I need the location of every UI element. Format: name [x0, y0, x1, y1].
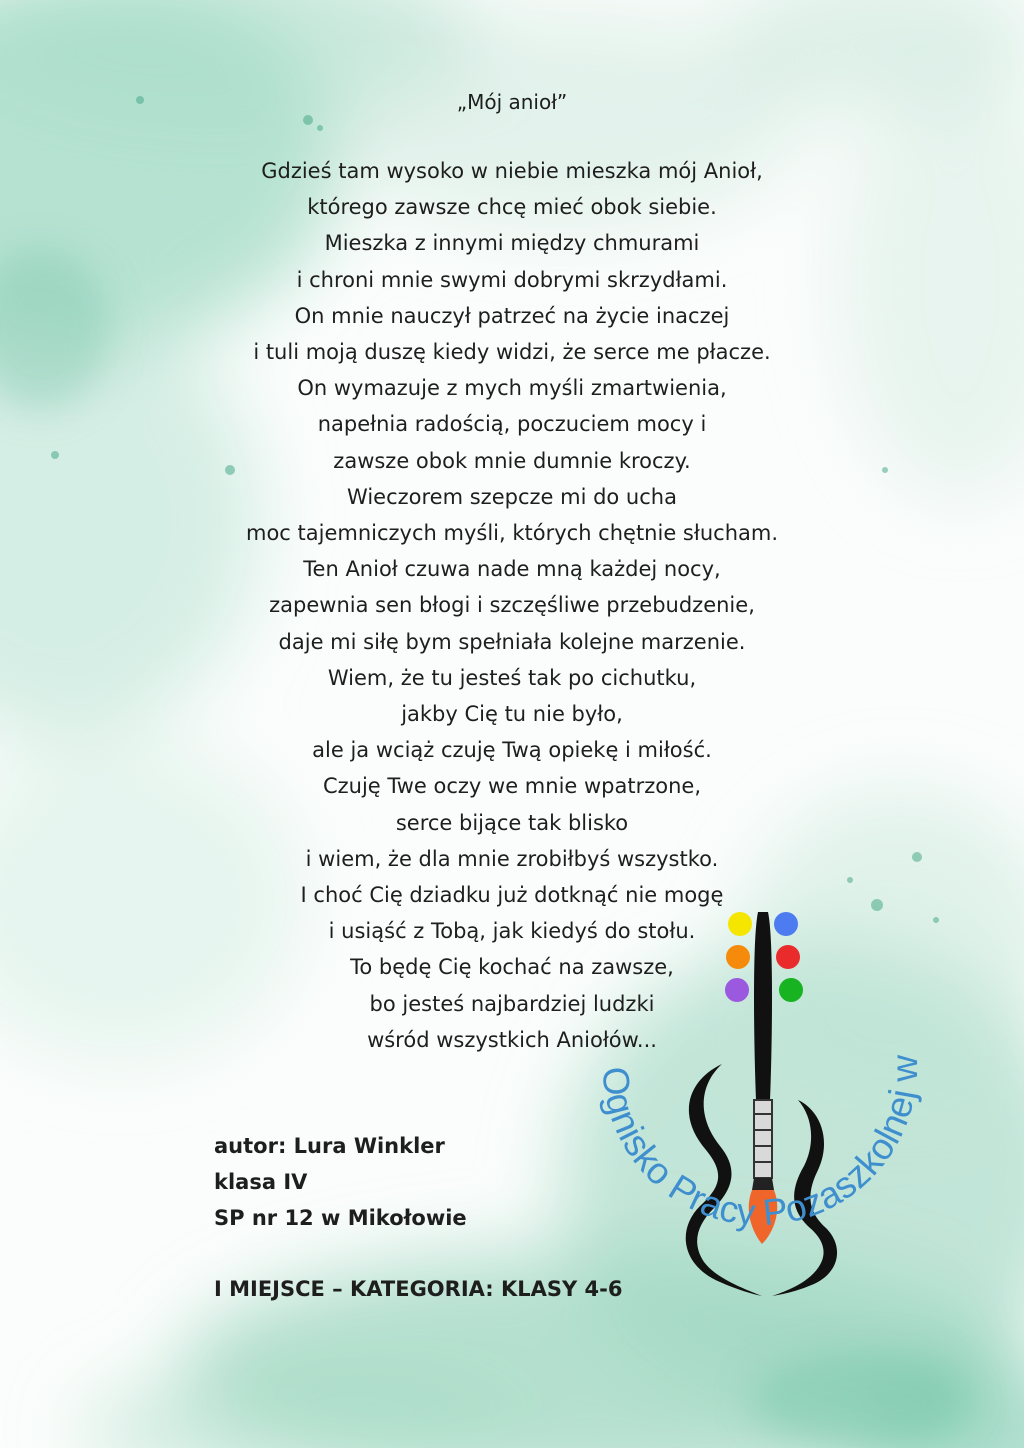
author-info — [214, 1128, 467, 1236]
poem-line: Czuję Twe oczy we mnie wpatrzone, — [322, 774, 702, 799]
poem-line: jakby Cię tu nie było, — [401, 702, 623, 727]
poem-line: którego zawsze chcę mieć obok siebie. — [307, 195, 717, 220]
blue-dot — [774, 912, 798, 936]
poem-line: On wymazuje z mych myśli zmartwienia, — [297, 376, 727, 401]
poem-line: bo jesteś najbardziej ludzki — [369, 991, 655, 1016]
award-text: I MIEJSCE – KATEGORIA: KLASY 4-6 — [214, 1277, 623, 1301]
poem-line: wśród wszystkich Aniołów... — [367, 1027, 657, 1052]
poem-title: „Mój anioł” — [456, 90, 568, 114]
yellow-dot — [728, 912, 752, 936]
poem-line: zawsze obok mnie dumnie kroczy. — [333, 448, 691, 473]
poem-line: ale ja wciąż czuję Twą opiekę i miłość. — [312, 738, 712, 763]
poem-line: i chroni mnie swymi dobrymi skrzydłami. — [296, 267, 728, 292]
poem-line: Wiem, że tu jesteś tak po cichutku, — [327, 665, 697, 690]
poem-line: Mieszka z innymi między chmurami — [324, 231, 700, 256]
green-dot — [779, 978, 803, 1002]
poem-line: serce bijące tak blisko — [395, 810, 629, 835]
poem-line: i tuli moją duszę kiedy widzi, że serce me płacze. — [253, 340, 771, 365]
author-school: SP nr 12 w Mikołowie — [214, 1206, 467, 1230]
poem-line: Wieczorem szepcze mi do ucha — [347, 484, 677, 509]
paintbrush-guitar-logo-icon — [540, 860, 1020, 1340]
poem-line: moc tajemniczych myśli, których chętnie słucham. — [245, 521, 778, 546]
poem-line: I choć Cię dziadku już dotknąć nie mogę — [300, 883, 724, 908]
poem-line: i wiem, że dla mnie zrobiłbyś wszystko. — [305, 846, 719, 871]
poem-line: On mnie nauczył patrzeć na życie inaczej — [294, 303, 730, 328]
poem-line: napełnia radością, poczuciem mocy i — [317, 412, 707, 437]
poem-line: Gdzieś tam wysoko w niebie mieszka mój Anioł, — [261, 159, 763, 183]
author-name: autor: Lura Winkler — [214, 1134, 445, 1158]
purple-dot — [725, 978, 749, 1002]
poem-line: To będę Cię kochać na zawsze, — [350, 955, 674, 980]
poem-line: i usiąść z Tobą, jak kiedyś do stołu. — [328, 919, 696, 944]
logo-circular-text: Ognisko Pracy Pozaszkolnej w — [594, 1054, 926, 1234]
poem-line: daje mi siłę bym spełniała kolejne marzenie. — [278, 629, 746, 654]
poem-line: Ten Anioł czuwa nade mną każdej nocy, — [303, 557, 721, 582]
poem-line: zapewnia sen błogi i szczęśliwe przebudzenie, — [269, 593, 755, 618]
red-dot — [776, 945, 800, 969]
author-class: klasa IV — [214, 1170, 308, 1194]
orange-dot — [726, 945, 750, 969]
